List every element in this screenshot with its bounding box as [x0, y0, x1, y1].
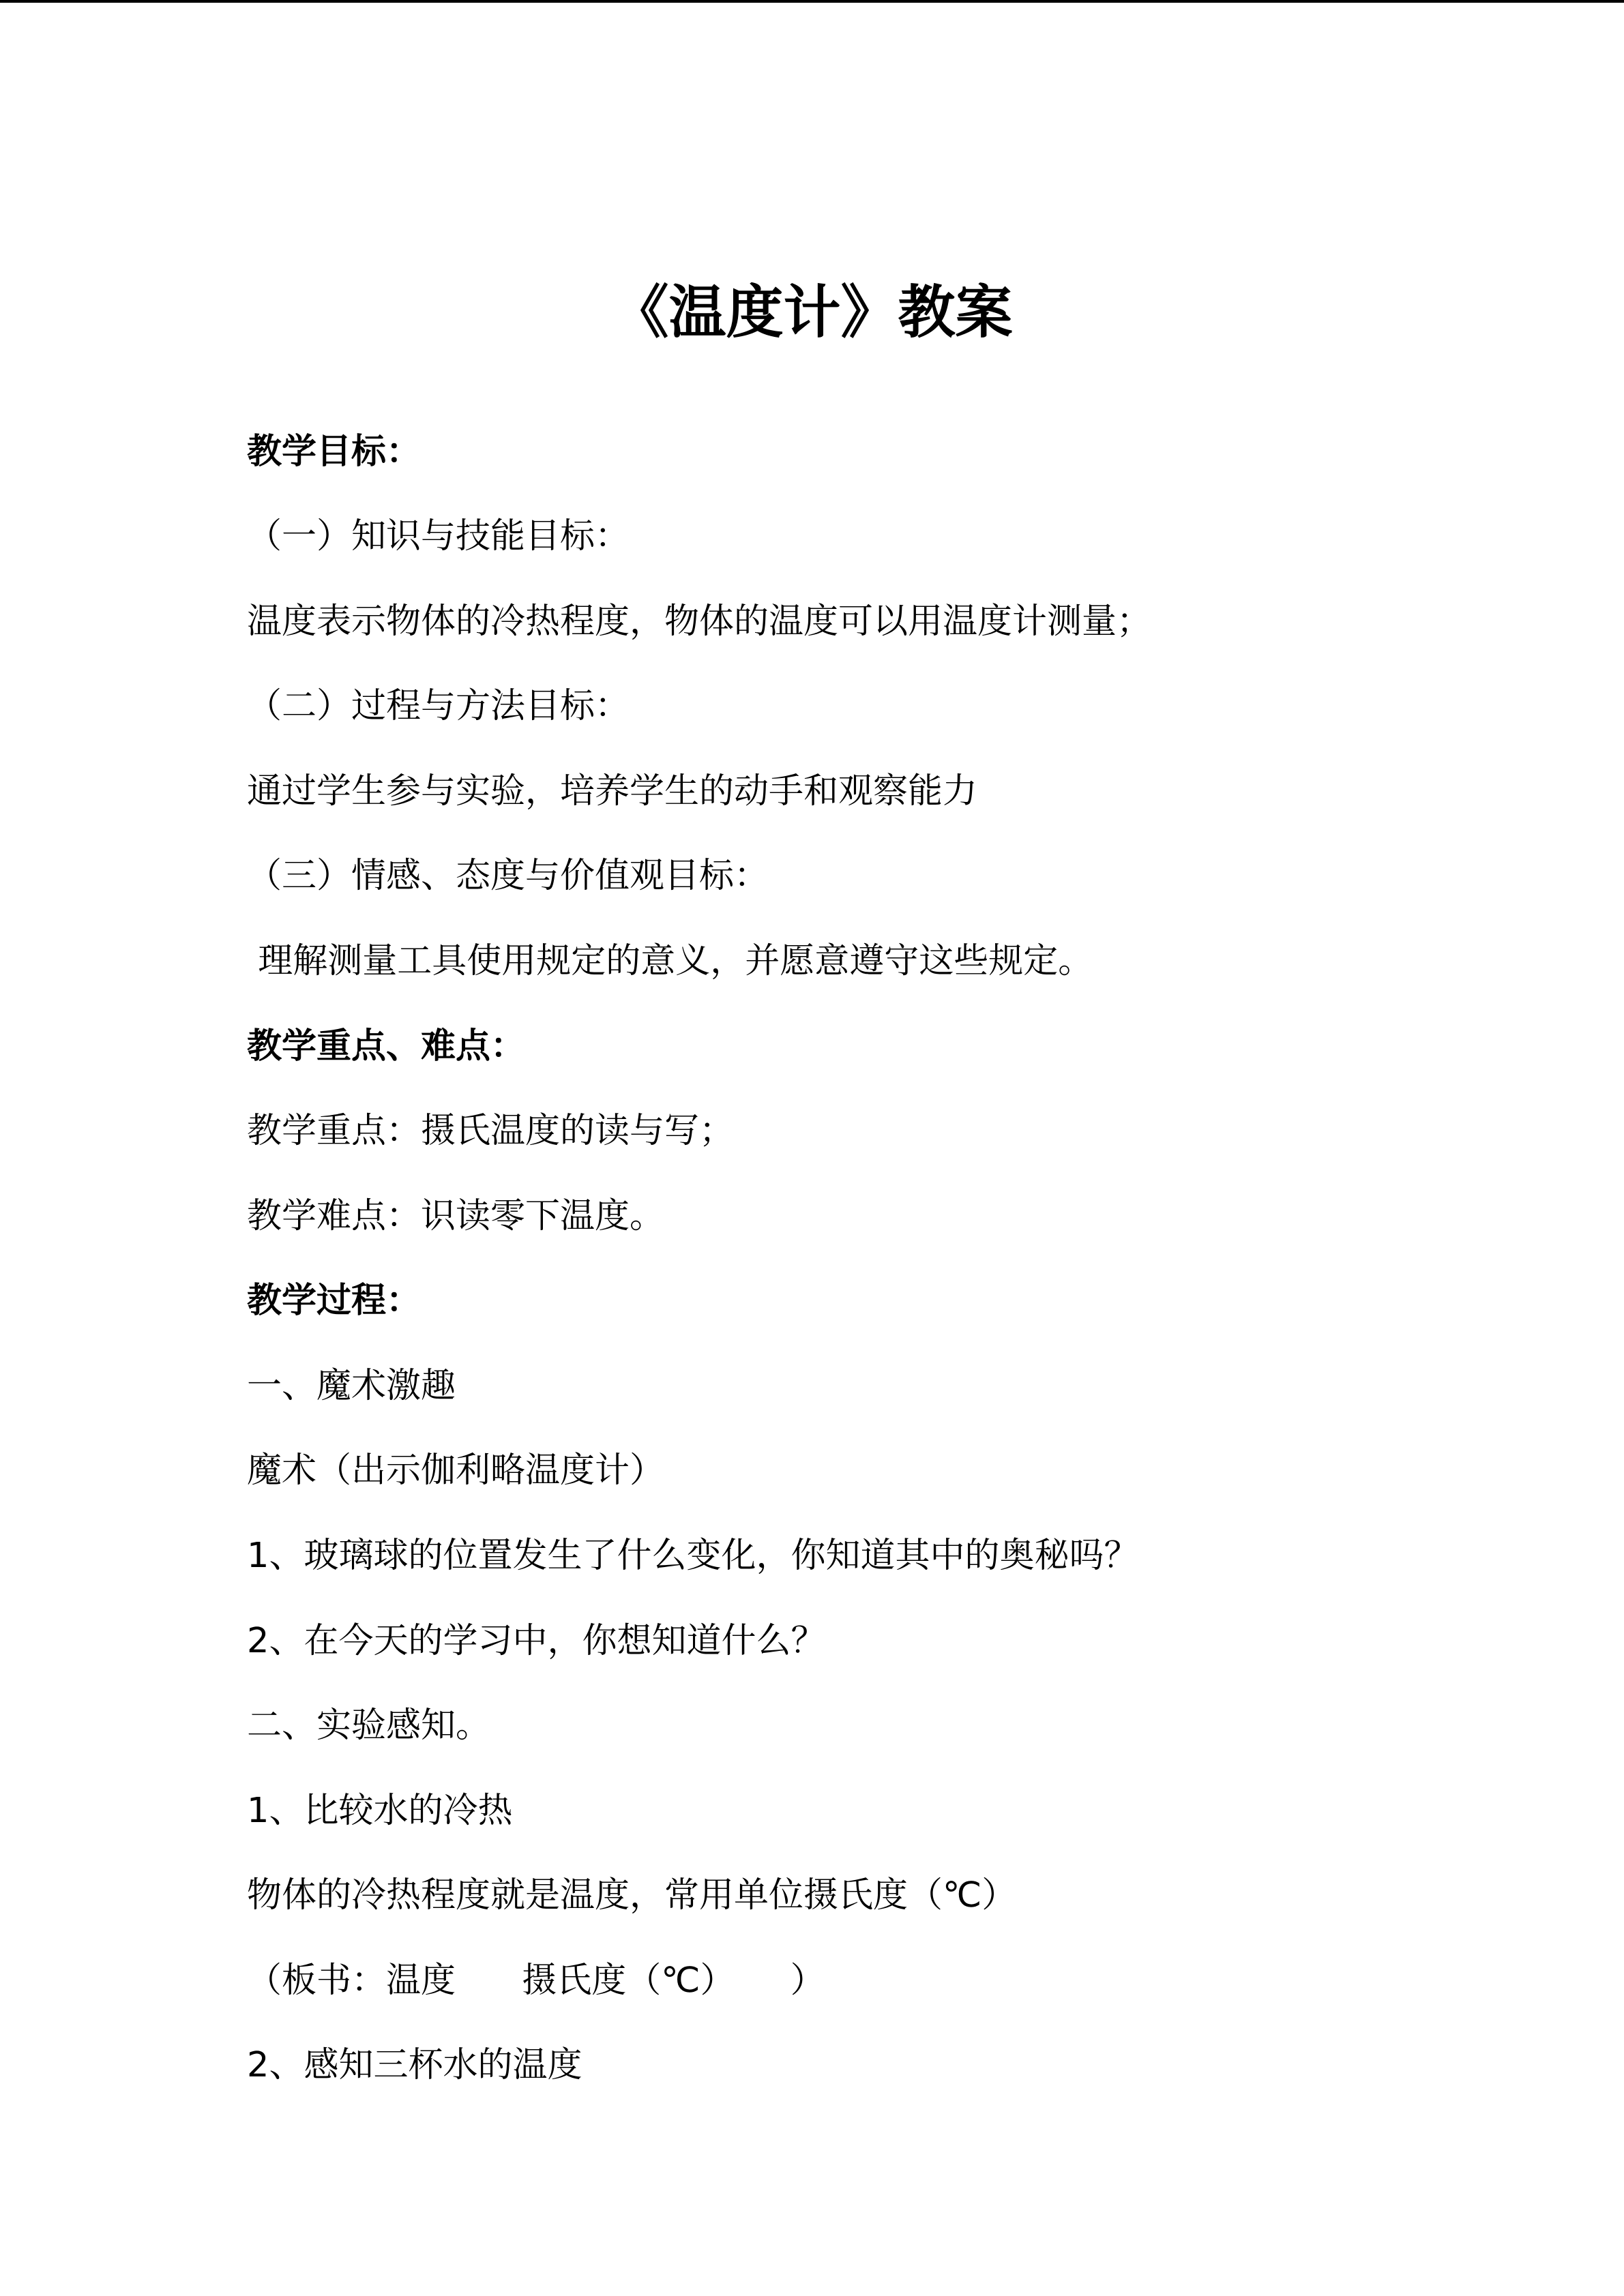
objective-knowledge-heading: （一）知识与技能目标： — [247, 516, 630, 556]
process-magic-text: 魔术（出示伽利略温度计） — [247, 1450, 665, 1491]
heading-teaching-objectives: 教学目标： — [247, 432, 422, 472]
key-point-text: 教学重点：摄氏温度的读与写； — [247, 1111, 735, 1151]
process-question-2: 2、在今天的学习中，你想知道什么？ — [247, 1621, 826, 1661]
process-step-1: 1、比较水的冷热 — [247, 1791, 513, 1831]
objective-process-heading: （二）过程与方法目标： — [247, 686, 630, 726]
document-title: 《温度计》教案 — [611, 278, 1013, 346]
process-question-1: 1、玻璃球的位置发生了什么变化，你知道其中的奥秘吗？ — [247, 1536, 1139, 1576]
process-section-2-heading: 二、实验感知。 — [247, 1705, 491, 1746]
process-step-2: 2、感知三杯水的温度 — [247, 2045, 582, 2085]
heading-teaching-process: 教学过程： — [247, 1281, 422, 1321]
objective-attitude-heading: （三）情感、态度与价值观目标： — [247, 856, 769, 896]
objective-process-text: 通过学生参与实验，培养学生的动手和观察能力 — [247, 771, 978, 811]
process-board-writing: （板书：温度 摄氏度（℃） ） — [247, 1960, 825, 2001]
heading-key-points: 教学重点、难点： — [247, 1026, 526, 1067]
difficulty-text: 教学难点：识读零下温度。 — [247, 1196, 665, 1236]
process-temperature-definition: 物体的冷热程度就是温度，常用单位摄氏度（℃） — [247, 1875, 1017, 1915]
page-top-border — [0, 0, 1624, 3]
objective-attitude-text: 理解测量工具使用规定的意义，并愿意遵守这些规定。 — [247, 941, 1093, 981]
process-section-1-heading: 一、魔术激趣 — [247, 1366, 456, 1406]
objective-knowledge-text: 温度表示物体的冷热程度，物体的温度可以用温度计测量； — [247, 601, 1152, 642]
